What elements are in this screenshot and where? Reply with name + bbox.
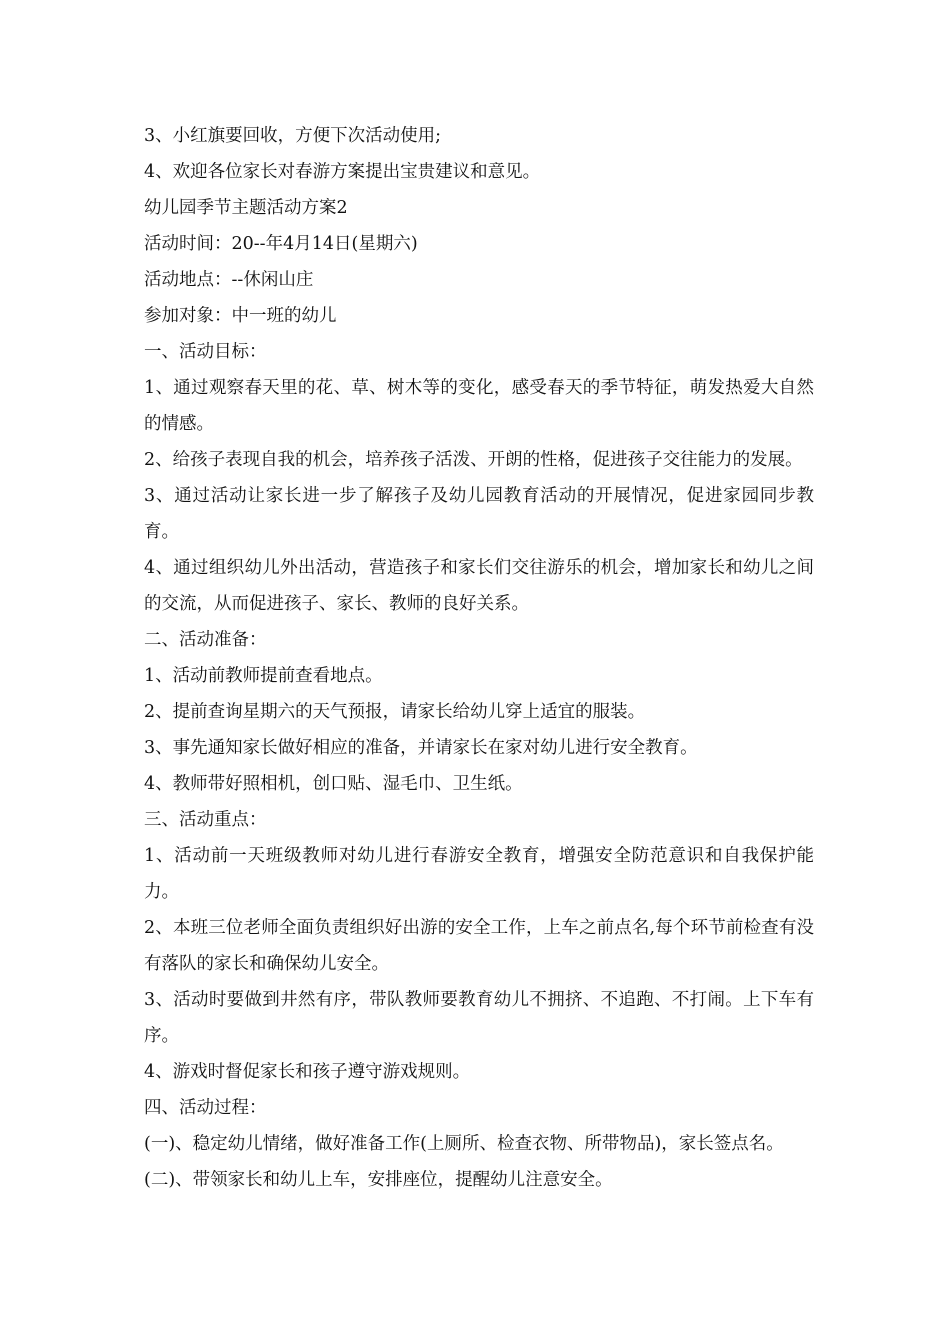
preparation-item: 1、活动前教师提前查看地点。 bbox=[144, 666, 383, 686]
goal-item: 1、通过观察春天里的花、草、树木等的变化，感受春天的季节特征，萌发热爱大自然的情感。 bbox=[144, 378, 814, 434]
process-item: (一)、稳定幼儿情绪，做好准备工作(上厕所、检查衣物、所带物品)，家长签点名。 bbox=[144, 1134, 784, 1154]
key-point-item: 2、本班三位老师全面负责组织好出游的安全工作，上车之前点名,每个环节前检查有没有落队的家长和确保幼儿安全。 bbox=[144, 918, 814, 974]
goal-item: 4、通过组织幼儿外出活动，营造孩子和家长们交往游乐的机会，增加家长和幼儿之间的交流，从而促进孩子、家长、教师的良好关系。 bbox=[144, 558, 814, 614]
activity-time: 活动时间：20--年4月14日(星期六) bbox=[144, 234, 418, 254]
preparation-item: 3、事先通知家长做好相应的准备，并请家长在家对幼儿进行安全教育。 bbox=[144, 738, 698, 758]
item-welcome-suggestions: 4、欢迎各位家长对春游方案提出宝贵建议和意见。 bbox=[144, 162, 541, 182]
activity-location: 活动地点：--休闲山庄 bbox=[144, 270, 314, 290]
goal-item: 3、通过活动让家长进一步了解孩子及幼儿园教育活动的开展情况，促进家园同步教育。 bbox=[144, 486, 814, 542]
section-heading-preparation: 二、活动准备： bbox=[144, 630, 267, 650]
section-heading-process: 四、活动过程： bbox=[144, 1098, 267, 1118]
section-heading-key-points: 三、活动重点： bbox=[144, 810, 267, 830]
goal-item: 2、给孩子表现自我的机会，培养孩子活泼、开朗的性格，促进孩子交往能力的发展。 bbox=[144, 450, 803, 470]
plan-title: 幼儿园季节主题活动方案2 bbox=[144, 198, 348, 218]
process-item: (二)、带领家长和幼儿上车，安排座位，提醒幼儿注意安全。 bbox=[144, 1170, 613, 1190]
participants: 参加对象：中一班的幼儿 bbox=[144, 306, 337, 326]
key-point-item: 1、活动前一天班级教师对幼儿进行春游安全教育，增强安全防范意识和自我保护能力。 bbox=[144, 846, 814, 902]
document-body bbox=[144, 118, 814, 1198]
preparation-item: 2、提前查询星期六的天气预报，请家长给幼儿穿上适宜的服装。 bbox=[144, 702, 646, 722]
key-point-item: 3、活动时要做到井然有序，带队教师要教育幼儿不拥挤、不追跑、不打闹。上下车有序。 bbox=[144, 990, 814, 1046]
item-recycle-flags: 3、小红旗要回收，方便下次活动使用; bbox=[144, 126, 442, 146]
key-point-item: 4、游戏时督促家长和孩子遵守游戏规则。 bbox=[144, 1062, 471, 1082]
section-heading-goals: 一、活动目标： bbox=[144, 342, 267, 362]
preparation-item: 4、教师带好照相机，创口贴、湿毛巾、卫生纸。 bbox=[144, 774, 523, 794]
